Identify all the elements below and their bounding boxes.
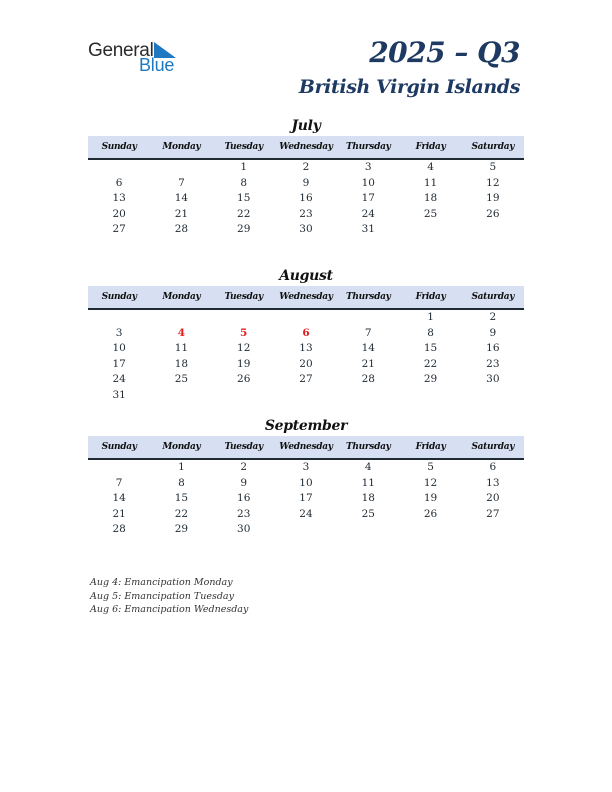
day-cell: 20 <box>299 357 313 370</box>
week-row <box>88 160 524 176</box>
day-cell: 17 <box>112 357 126 370</box>
logo-blue-text: Blue <box>139 55 175 75</box>
day-cell: 20 <box>112 207 126 220</box>
weekday-header-row <box>88 136 524 160</box>
week-row <box>88 491 524 507</box>
day-cell: 5 <box>427 461 434 473</box>
weekday-header: Friday <box>415 292 446 302</box>
week-row <box>88 388 524 404</box>
month-name: July <box>291 118 321 134</box>
week-row <box>88 341 524 357</box>
weekday-header: Thursday <box>345 442 391 452</box>
holiday-day-cell: 5 <box>240 326 248 339</box>
day-cell: 15 <box>174 492 189 504</box>
month-name: September <box>264 418 348 434</box>
day-cell: 8 <box>178 476 185 489</box>
holiday-note: Aug 4: Emancipation Monday <box>90 577 233 588</box>
page-subtitle: British Virgin Islands <box>298 76 520 98</box>
week-row <box>88 326 524 342</box>
day-cell: 10 <box>112 342 126 354</box>
day-cell: 16 <box>299 192 313 204</box>
day-cell: 16 <box>486 342 500 354</box>
day-cell <box>399 222 461 238</box>
day-cell: 13 <box>486 476 500 489</box>
day-cell: 18 <box>361 492 375 504</box>
weekday-header: Saturday <box>471 142 515 152</box>
day-cell: 11 <box>361 476 375 489</box>
day-cell: 7 <box>178 176 185 189</box>
day-cell: 26 <box>486 207 500 220</box>
day-cell: 27 <box>486 507 500 520</box>
day-cell: 22 <box>423 357 438 370</box>
day-cell: 13 <box>112 192 126 204</box>
day-cell: 24 <box>112 373 126 385</box>
weekday-header: Sunday <box>101 292 137 302</box>
day-cell <box>399 388 461 404</box>
weekday-header: Monday <box>162 292 201 302</box>
day-cell <box>213 310 275 326</box>
month-september <box>88 416 524 538</box>
weekday-header: Friday <box>415 142 446 152</box>
day-cell: 25 <box>174 373 189 385</box>
holiday-notes <box>90 576 248 617</box>
weekday-header-row <box>88 286 524 310</box>
day-cell: 14 <box>174 192 189 204</box>
day-cell: 30 <box>299 223 313 235</box>
day-cell: 12 <box>486 176 500 189</box>
week-row <box>88 460 524 476</box>
day-cell: 24 <box>361 207 375 220</box>
day-cell: 26 <box>423 507 438 520</box>
day-cell: 28 <box>174 223 189 235</box>
day-cell: 21 <box>112 507 126 520</box>
day-cell <box>337 310 399 326</box>
day-cell: 17 <box>299 492 313 504</box>
day-cell <box>337 522 399 538</box>
day-cell: 24 <box>299 507 313 520</box>
day-cell: 15 <box>423 342 438 354</box>
week-row <box>88 522 524 538</box>
day-cell <box>88 160 150 176</box>
day-cell: 30 <box>237 523 251 535</box>
weekday-header: Wednesday <box>279 292 333 302</box>
day-cell: 17 <box>361 192 375 204</box>
weekday-header: Thursday <box>345 142 391 152</box>
day-cell: 12 <box>237 342 251 354</box>
day-cell: 18 <box>423 192 438 204</box>
day-cell <box>275 522 337 538</box>
day-cell <box>150 310 212 326</box>
holiday-day-cell: 4 <box>177 326 186 339</box>
day-cell: 11 <box>423 176 438 189</box>
generalblue-logo <box>88 40 188 76</box>
day-cell <box>150 160 212 176</box>
day-cell: 22 <box>237 207 251 220</box>
day-cell: 14 <box>361 342 375 354</box>
day-cell: 30 <box>486 373 500 385</box>
day-cell: 9 <box>302 176 310 189</box>
day-cell: 22 <box>174 507 189 520</box>
weekday-header: Wednesday <box>279 442 333 452</box>
day-cell: 26 <box>237 373 251 385</box>
day-cell <box>462 222 524 238</box>
month-july <box>88 116 524 238</box>
day-cell: 10 <box>361 176 375 189</box>
day-cell: 16 <box>237 492 251 504</box>
logo-general-text: General <box>88 40 154 61</box>
day-cell <box>337 388 399 404</box>
day-cell: 12 <box>423 476 438 489</box>
weekday-header: Sunday <box>101 142 137 152</box>
day-cell: 25 <box>423 207 438 220</box>
day-cell: 31 <box>112 388 126 401</box>
day-cell: 21 <box>361 357 375 370</box>
day-cell: 29 <box>423 373 438 385</box>
weekday-header-row <box>88 436 524 460</box>
day-cell: 5 <box>489 161 497 173</box>
day-cell: 3 <box>302 461 310 473</box>
weekday-header: Monday <box>162 442 201 452</box>
day-cell <box>150 388 212 404</box>
day-cell: 3 <box>364 161 372 173</box>
page-title: 2025 – Q3 <box>369 36 520 69</box>
day-cell <box>399 522 461 538</box>
day-cell <box>462 522 524 538</box>
day-cell <box>462 388 524 404</box>
day-cell: 6 <box>115 176 123 189</box>
day-cell: 1 <box>178 461 185 473</box>
day-cell <box>213 388 275 404</box>
weekday-header: Saturday <box>471 292 515 302</box>
day-cell: 29 <box>174 523 189 535</box>
day-cell: 9 <box>240 476 248 489</box>
day-cell: 4 <box>427 161 434 173</box>
day-cell: 8 <box>240 176 248 189</box>
week-row <box>88 191 524 207</box>
day-cell <box>88 310 150 326</box>
weekday-header: Tuesday <box>224 142 263 152</box>
weekday-header: Friday <box>415 442 446 452</box>
day-cell: 28 <box>361 373 375 385</box>
weekday-header: Wednesday <box>279 142 333 152</box>
day-cell <box>275 310 337 326</box>
weekday-header: Sunday <box>101 442 137 452</box>
day-cell: 2 <box>302 161 310 173</box>
week-row <box>88 507 524 523</box>
day-cell: 29 <box>237 223 251 235</box>
holiday-note: Aug 6: Emancipation Wednesday <box>90 604 249 615</box>
day-cell: 4 <box>364 461 372 473</box>
day-cell: 10 <box>299 476 313 489</box>
weekday-header: Monday <box>162 142 201 152</box>
week-row <box>88 222 524 238</box>
day-cell: 23 <box>486 357 500 370</box>
week-row <box>88 176 524 192</box>
day-cell: 27 <box>112 223 126 235</box>
day-cell: 19 <box>486 192 500 204</box>
day-cell: 18 <box>174 357 189 370</box>
weekday-header: Tuesday <box>224 292 263 302</box>
week-row <box>88 372 524 388</box>
day-cell: 7 <box>115 476 123 489</box>
day-cell: 1 <box>427 311 434 323</box>
day-cell: 25 <box>361 507 375 520</box>
day-cell: 9 <box>489 326 497 339</box>
day-cell: 1 <box>240 161 248 173</box>
day-cell: 19 <box>237 357 251 370</box>
month-august <box>88 266 524 403</box>
day-cell: 2 <box>240 461 248 473</box>
day-cell: 6 <box>489 461 497 473</box>
day-cell <box>275 388 337 404</box>
day-cell: 19 <box>423 492 438 504</box>
day-cell: 20 <box>486 492 500 504</box>
day-cell: 2 <box>489 311 497 323</box>
day-cell: 11 <box>174 342 189 354</box>
day-cell <box>88 460 150 476</box>
day-cell: 21 <box>174 207 189 220</box>
day-cell: 7 <box>364 326 372 339</box>
weekday-header: Saturday <box>471 442 515 452</box>
week-row <box>88 310 524 326</box>
day-cell: 15 <box>237 192 251 204</box>
day-cell: 14 <box>112 492 126 504</box>
holiday-note: Aug 5: Emancipation Tuesday <box>90 590 234 602</box>
day-cell: 31 <box>361 223 375 235</box>
week-row <box>88 207 524 223</box>
weekday-header: Thursday <box>345 292 391 302</box>
day-cell: 27 <box>299 373 313 385</box>
day-cell: 13 <box>299 342 313 354</box>
week-row <box>88 357 524 373</box>
day-cell: 28 <box>112 523 126 535</box>
holiday-day-cell: 6 <box>302 326 310 339</box>
day-cell: 23 <box>237 507 251 520</box>
day-cell: 3 <box>115 326 123 339</box>
month-name: August <box>279 268 333 284</box>
weekday-header: Tuesday <box>224 442 263 452</box>
week-row <box>88 476 524 492</box>
day-cell: 23 <box>299 207 313 220</box>
day-cell: 8 <box>427 326 434 339</box>
